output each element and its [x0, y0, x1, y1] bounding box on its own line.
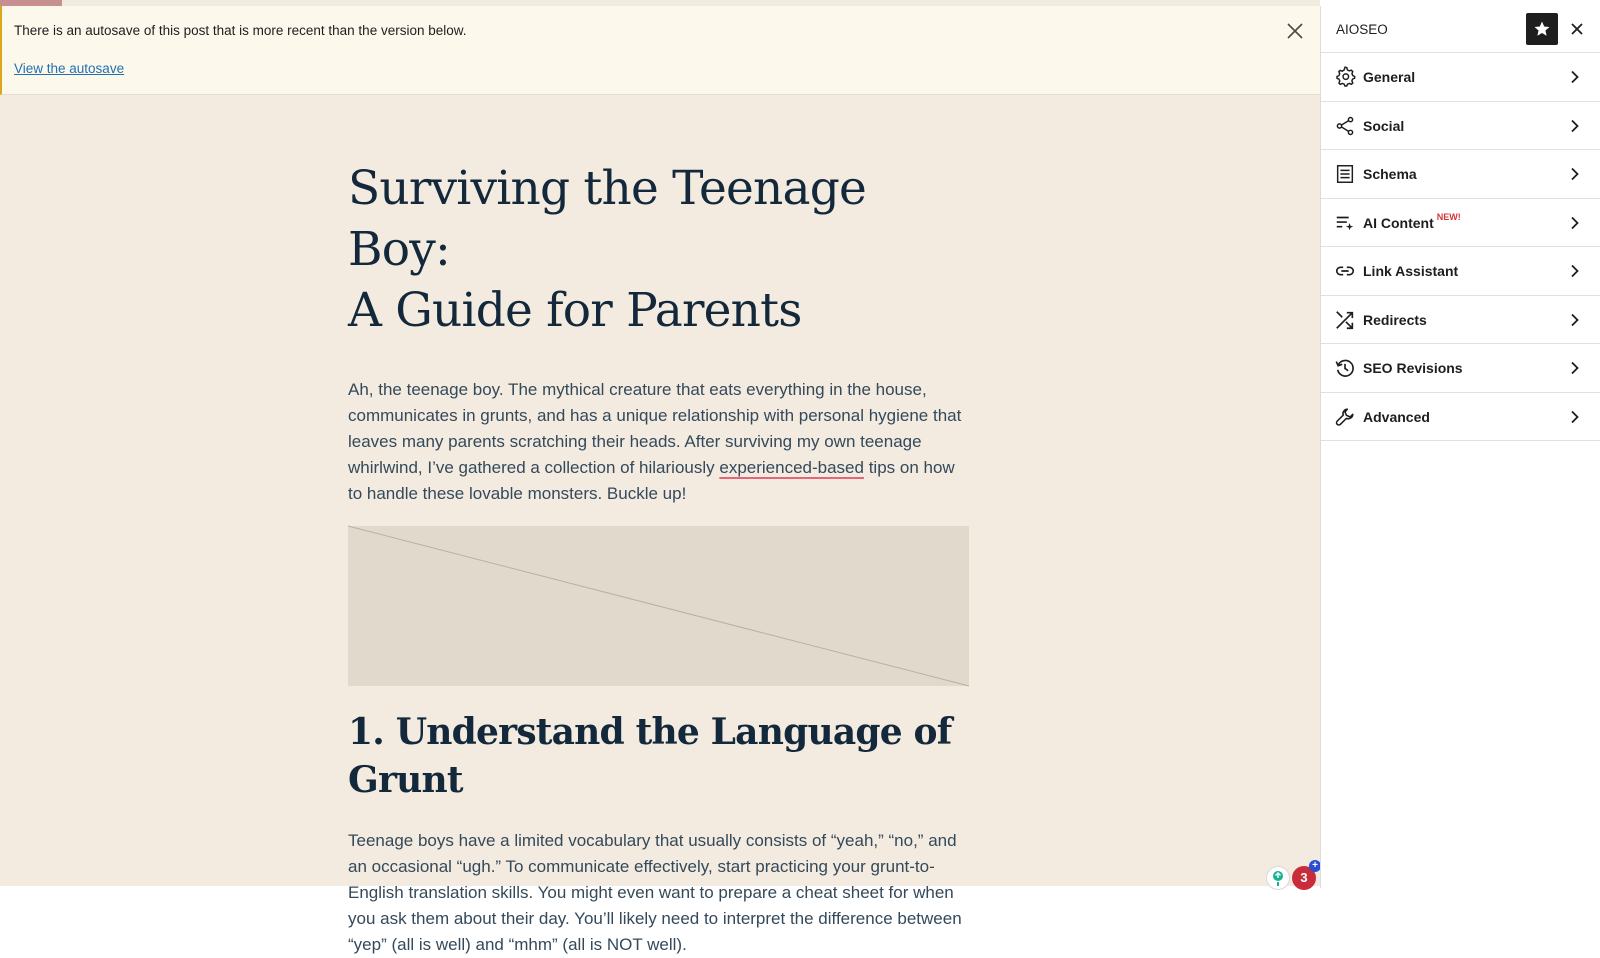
grammar-assistant-icon[interactable]	[1266, 866, 1290, 890]
sidebar-item-redirects[interactable]	[1321, 296, 1600, 345]
chevron-right-icon	[1568, 313, 1582, 327]
close-icon[interactable]	[1568, 20, 1586, 38]
aioseo-sidebar	[1320, 6, 1600, 888]
floating-extension-icons	[1266, 860, 1320, 892]
chevron-right-icon	[1568, 361, 1582, 375]
post-title-line: A Guide for Parents	[348, 283, 802, 338]
schema-icon	[1334, 163, 1356, 185]
link-icon	[1334, 260, 1356, 282]
sidebar-item-label: Advanced	[1363, 408, 1430, 425]
autosave-notice	[0, 6, 1320, 95]
chevron-right-icon	[1568, 70, 1582, 84]
sidebar-item-seo-revisions[interactable]	[1321, 344, 1600, 393]
sidebar-item-label: Social	[1363, 117, 1405, 134]
sidebar-item-label	[1363, 211, 1461, 231]
sidebar-item-label: General	[1363, 69, 1416, 85]
sidebar-item-label-text: AI Content	[1363, 214, 1434, 231]
spellcheck-flagged-word[interactable]: experienced-based	[719, 458, 864, 477]
shuffle-icon	[1334, 309, 1356, 331]
post-content	[348, 158, 973, 958]
sidebar-title: AIOSEO	[1336, 22, 1388, 37]
sidebar-item-schema[interactable]	[1321, 150, 1600, 199]
post-title[interactable]	[348, 158, 973, 341]
sidebar-item-label: Link Assistant	[1363, 263, 1459, 279]
image-placeholder[interactable]	[348, 526, 969, 686]
share-icon	[1334, 115, 1356, 137]
editor-canvas	[0, 6, 1320, 954]
sidebar-item-advanced[interactable]	[1321, 393, 1600, 442]
star-icon	[1533, 20, 1551, 38]
sidebar-item-general[interactable]	[1321, 53, 1600, 102]
new-badge: NEW!	[1436, 211, 1461, 222]
autosave-notice-text: There is an autosave of this post that is more recent than the version below.	[14, 23, 467, 38]
paragraph-text: Ah, the teenage boy. The mythical creature that eats everything in the house, communicates in grunts, and has a unique relationship with personal hygiene that leaves many parents scratching their heads. After surviving my own teenage whirlwind, I’ve gathered a collection of hilariously	[348, 380, 962, 477]
history-icon	[1334, 357, 1356, 379]
close-icon[interactable]	[1284, 20, 1306, 42]
paragraph-block[interactable]	[348, 377, 973, 507]
sidebar-item-social[interactable]	[1321, 102, 1600, 151]
chevron-right-icon	[1568, 410, 1582, 424]
pin-star-button[interactable]	[1526, 13, 1558, 45]
plus-icon[interactable]: +	[1309, 860, 1321, 872]
sidebar-item-link-assistant[interactable]	[1321, 247, 1600, 296]
post-title-line: Surviving the Teenage Boy:	[348, 161, 867, 277]
notification-count-badge[interactable]: 3	[1292, 866, 1316, 890]
sidebar-item-label: SEO Revisions	[1363, 360, 1463, 376]
chevron-right-icon	[1568, 119, 1582, 133]
sidebar-item-label: Redirects	[1363, 311, 1427, 328]
ai-content-icon	[1334, 212, 1356, 234]
chevron-right-icon	[1568, 167, 1582, 181]
chevron-right-icon	[1568, 216, 1582, 230]
paragraph-block[interactable]: Teenage boys have a limited vocabulary that usually consists of “yeah,” “no,” and an occasional “ugh.” To communicate effectively, start practicing your grunt-to-English translation skills. You might even want to prepare a cheat sheet for when you ask them about their day. You’ll likely need to interpret the difference between “yep” (all is well) and “mhm” (all is NOT well).	[348, 831, 962, 954]
gear-icon	[1334, 66, 1356, 88]
sidebar-item-label: Schema	[1363, 166, 1417, 182]
sidebar-header	[1321, 6, 1600, 53]
chevron-right-icon	[1568, 264, 1582, 278]
sidebar-item-ai-content[interactable]	[1321, 199, 1600, 248]
section-heading-line: Grunt	[348, 759, 463, 801]
wrench-icon	[1334, 406, 1356, 428]
section-heading-line: 1. Understand the Language of	[348, 711, 952, 753]
section-heading[interactable]	[348, 708, 973, 804]
image-placeholder-diagonal	[348, 526, 969, 686]
view-autosave-link[interactable]: View the autosave	[14, 61, 125, 76]
paragraph-text: tips on how to handle these lovable monsters. Buckle up!	[348, 458, 955, 503]
